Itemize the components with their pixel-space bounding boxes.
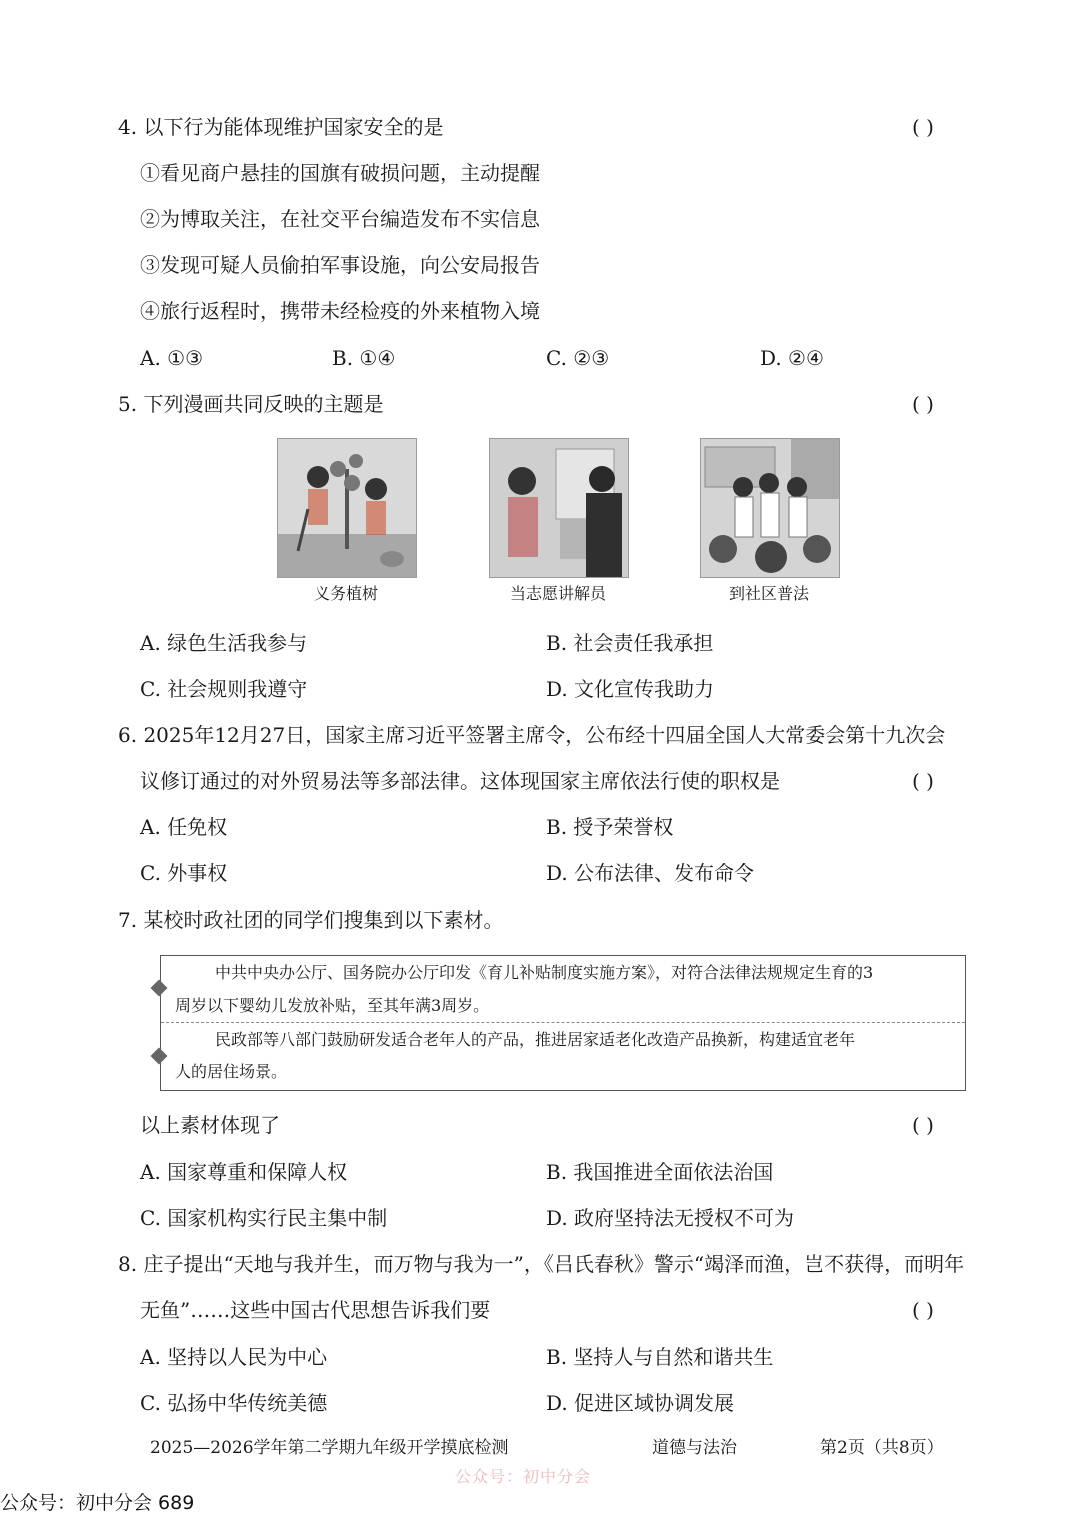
- watermark-account: 公众号：初中分会 689: [0, 1492, 195, 1514]
- q8-option-b: B. 坚持人与自然和谐共生: [546, 1345, 774, 1369]
- q4-option-b: B. ①④: [332, 346, 396, 370]
- q6-option-b: B. 授予荣誉权: [546, 815, 674, 839]
- material-1-line2: 周岁以下婴幼儿发放补贴，至其年满3周岁。: [175, 996, 490, 1015]
- q6-option-a: A. 任免权: [140, 815, 228, 839]
- q8-option-d: D. 促进区域协调发展: [546, 1391, 735, 1415]
- q7-option-b: B. 我国推进全面依法治国: [546, 1160, 774, 1184]
- q5-option-a: A. 绿色生活我参与: [140, 631, 308, 655]
- caption-tree-planting: 义务植树: [313, 584, 378, 603]
- q7-question: 以上素材体现了: [140, 1113, 280, 1137]
- q6-stem-line2: 议修订通过的对外贸易法等多部法律。这体现国家主席依法行使的职权是: [140, 769, 780, 793]
- q7-option-d: D. 政府坚持法无授权不可为: [546, 1206, 795, 1230]
- q6-option-d: D. 公布法律、发布命令: [546, 861, 755, 885]
- watermark-red: 公众号：初中分会: [455, 1467, 592, 1486]
- q5-stem: 5. 下列漫画共同反映的主题是: [118, 392, 384, 416]
- q7-option-c: C. 国家机构实行民主集中制: [140, 1206, 388, 1230]
- footer-subject: 道德与法治: [652, 1438, 737, 1458]
- footer-page-number: 第2页（共8页）: [820, 1438, 944, 1458]
- q4-item-1: ①看见商户悬挂的国旗有破损问题，主动提醒: [140, 161, 540, 185]
- q4-item-2: ②为博取关注，在社交平台编造发布不实信息: [140, 207, 540, 231]
- q7-answer-paren: ( ): [912, 1113, 934, 1137]
- cartoon-volunteer-guide: [489, 438, 629, 578]
- caption-community-law: 到社区普法: [728, 584, 809, 603]
- material-2-line2: 人的居住场景。: [175, 1062, 288, 1081]
- q7-option-a: A. 国家尊重和保障人权: [140, 1160, 348, 1184]
- q4-item-3: ③发现可疑人员偷拍军事设施，向公安局报告: [140, 253, 540, 277]
- q8-option-c: C. 弘扬中华传统美德: [140, 1391, 328, 1415]
- bullet-diamond-icon: [151, 1048, 168, 1065]
- cartoon-tree-planting: [277, 438, 417, 578]
- q4-stem: 4. 以下行为能体现维护国家安全的是: [118, 115, 444, 139]
- q4-option-a: A. ①③: [140, 346, 204, 370]
- caption-volunteer-guide: 当志愿讲解员: [509, 584, 606, 603]
- q5-option-d: D. 文化宣传我助力: [546, 677, 715, 701]
- q7-stem: 7. 某校时政社团的同学们搜集到以下素材。: [118, 908, 504, 932]
- q8-option-a: A. 坚持以人民为中心: [140, 1345, 328, 1369]
- q5-option-b: B. 社会责任我承担: [546, 631, 714, 655]
- q7-material-box: [160, 955, 966, 1091]
- q6-option-c: C. 外事权: [140, 861, 228, 885]
- footer-exam-title: 2025—2026学年第二学期九年级开学摸底检测: [150, 1438, 509, 1458]
- material-1-line1: 中共中央办公厅、国务院办公厅印发《育儿补贴制度实施方案》，对符合法律法规规定生育的3: [215, 963, 874, 982]
- material-2-line1: 民政部等八部门鼓励研发适合老年人的产品，推进居家适老化改造产品换新，构建适宜老年: [215, 1030, 856, 1049]
- cartoon-community-law: [700, 438, 840, 578]
- q4-answer-paren: ( ): [912, 115, 934, 139]
- q4-item-4: ④旅行返程时，携带未经检疫的外来植物入境: [140, 299, 540, 323]
- q6-answer-paren: ( ): [912, 769, 934, 793]
- q6-stem-line1: 6. 2025年12月27日，国家主席习近平签署主席令，公布经十四届全国人大常委会第十九次会: [118, 723, 946, 747]
- q5-option-c: C. 社会规则我遵守: [140, 677, 308, 701]
- bullet-diamond-icon: [151, 980, 168, 997]
- q8-answer-paren: ( ): [912, 1298, 934, 1322]
- q8-stem-line2: 无鱼”……这些中国古代思想告诉我们要: [140, 1298, 491, 1322]
- q5-answer-paren: ( ): [912, 392, 934, 416]
- q4-option-c: C. ②③: [546, 346, 610, 370]
- q8-stem-line1: 8. 庄子提出“天地与我并生，而万物与我为一”，《吕氏春秋》警示“竭泽而渔，岂不获得，而明年: [118, 1252, 965, 1276]
- q4-option-d: D. ②④: [760, 346, 824, 370]
